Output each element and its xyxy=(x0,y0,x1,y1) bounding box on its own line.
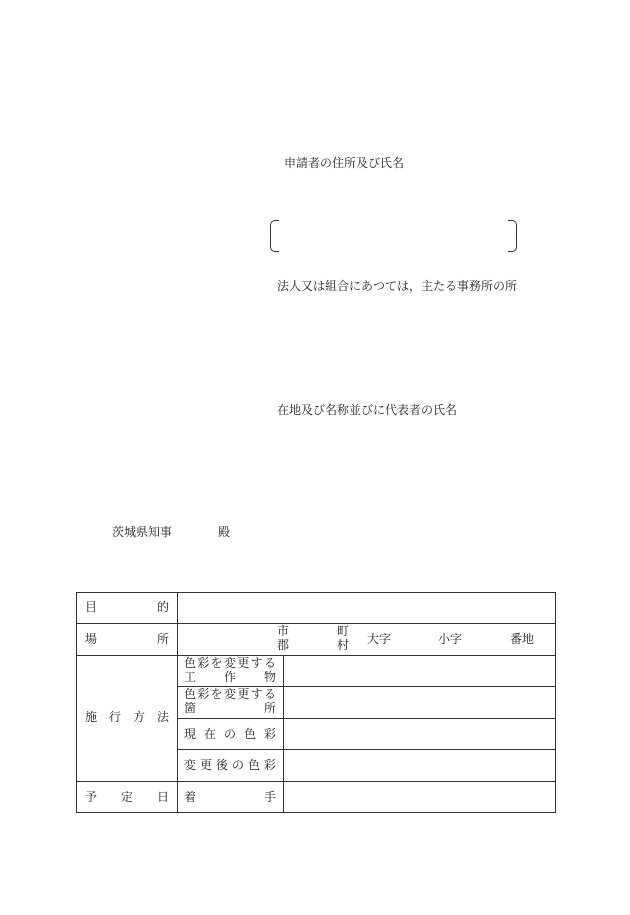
location-banchi: 番地 xyxy=(510,632,535,646)
location-oaza: 大字 xyxy=(367,632,392,646)
bracket-left xyxy=(270,220,279,252)
corporate-note-line1: 法人又は組合にあつては，主たる事務所の所 xyxy=(277,279,518,293)
location-machi: 町 xyxy=(337,624,350,638)
location-label: 場 所 xyxy=(85,632,169,646)
method-place-line2: 箇 所 xyxy=(184,701,276,715)
location-koaza: 小字 xyxy=(438,632,463,646)
method-place-line1: 色 彩 を 変 更 す る xyxy=(184,687,276,701)
applicant-address-name-label: 申請者の住所及び氏名 xyxy=(284,156,405,170)
addressee-name: 茨城県知事 xyxy=(112,525,173,539)
method-structure-line2: 工 作 物 xyxy=(184,670,276,684)
method-new-color: 変 更 後 の 色 彩 xyxy=(184,758,276,772)
location-shi: 市 xyxy=(277,624,290,638)
corporate-note-line2: 在地及び名称並びに代表者の氏名 xyxy=(277,403,458,417)
method-structure-line1: 色 彩 を 変 更 す る xyxy=(184,656,276,670)
location-gun: 郡 xyxy=(277,638,290,652)
location-mura: 村 xyxy=(337,638,350,652)
application-table xyxy=(76,592,556,813)
schedule-start-label: 着 手 xyxy=(184,790,276,804)
addressee-honorific: 殿 xyxy=(218,525,231,539)
schedule-label: 予 定 日 xyxy=(85,790,169,804)
method-label: 施 行 方 法 xyxy=(85,710,169,724)
purpose-label: 目 的 xyxy=(85,600,169,614)
method-current-color: 現 在 の 色 彩 xyxy=(184,727,276,741)
bracket-right xyxy=(508,220,517,252)
